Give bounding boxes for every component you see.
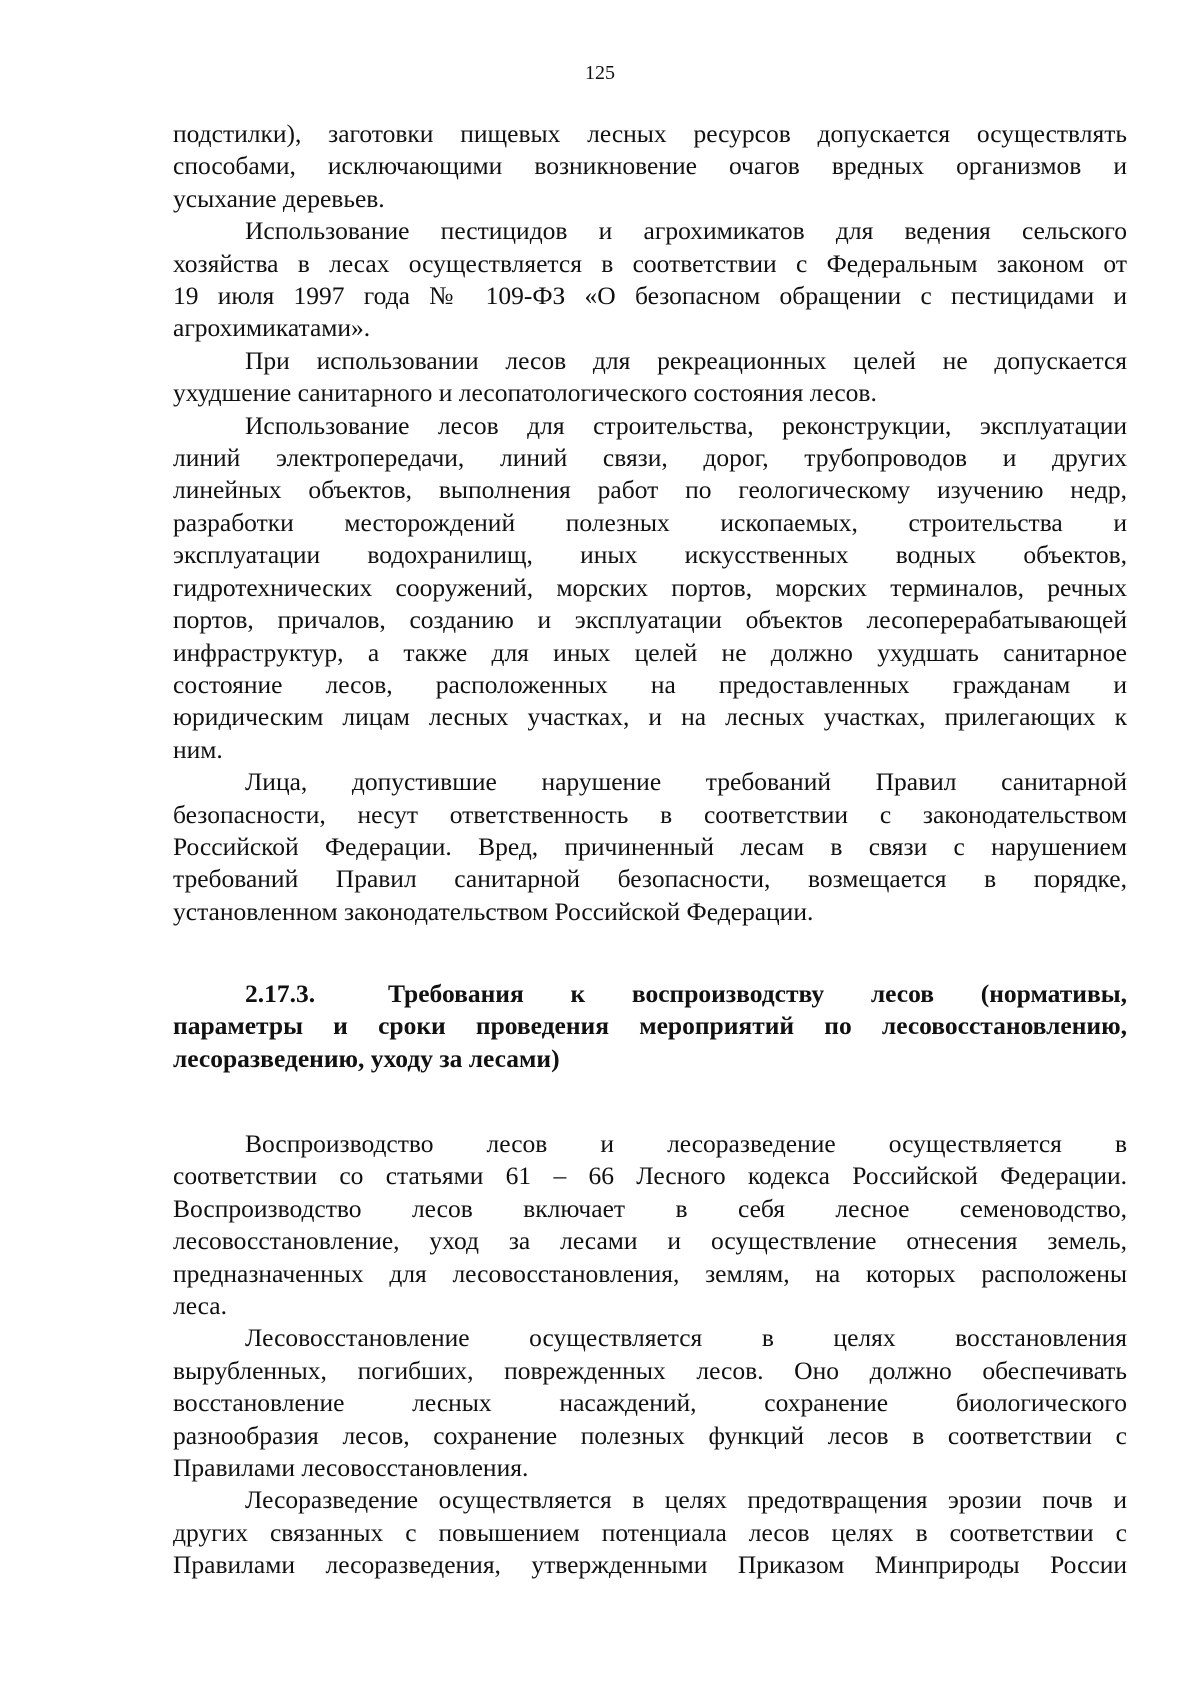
text-line: Лица, допустившие нарушение требований Правил санитарной bbox=[245, 767, 1127, 797]
text-block-bottom bbox=[173, 1128, 1127, 1582]
text-line: инфраструктур, а также для иных целей не должно ухудшать санитарное bbox=[173, 637, 1127, 667]
text-line: ухудшение санитарного и лесопатологического состояния лесов. bbox=[173, 378, 877, 408]
heading-line: лесоразведению, уходу за лесами) bbox=[173, 1043, 560, 1073]
heading-line: Требования к воспроизводству лесов (нормативы, bbox=[388, 979, 1127, 1008]
text-line: усыхание деревьев. bbox=[173, 183, 385, 213]
text-line: линий электропередачи, линий связи, дорог, трубопроводов и других bbox=[173, 443, 1127, 473]
text-line: безопасности, несут ответственность в соответствии с законодательством bbox=[173, 799, 1127, 829]
text-line: восстановление лесных насаждений, сохранение биологического bbox=[173, 1388, 1127, 1418]
paragraph-afforestation bbox=[173, 1484, 1127, 1581]
text-line: Лесовосстановление осуществляется в целях восстановления bbox=[245, 1323, 1127, 1353]
paragraph-pesticides bbox=[173, 215, 1127, 345]
text-line: разработки месторождений полезных ископаемых, строительства и bbox=[173, 507, 1127, 537]
text-line: требований Правил санитарной безопасности, возмещается в порядке, bbox=[173, 864, 1127, 894]
text-line: состояние лесов, расположенных на предоставленных гражданам и bbox=[173, 669, 1127, 699]
text-line: подстилки), заготовки пищевых лесных ресурсов допускается осуществлять bbox=[173, 119, 1127, 148]
text-line: способами, исключающими возникновение очагов вредных организмов и bbox=[173, 151, 1127, 181]
text-line: эксплуатации водохранилищ, иных искусственных водных объектов, bbox=[173, 540, 1127, 570]
paragraph-recreation bbox=[173, 345, 1127, 410]
text-line: Использование лесов для строительства, реконструкции, эксплуатации bbox=[245, 410, 1127, 440]
heading-line: параметры и сроки проведения мероприятий по лесовосстановлению, bbox=[173, 1011, 1127, 1041]
text-line: ним. bbox=[173, 734, 223, 764]
paragraph-liability bbox=[173, 766, 1127, 928]
text-line: вырубленных, погибших, поврежденных лесов. Оно должно обеспечивать bbox=[173, 1355, 1127, 1385]
paragraph-reforestation bbox=[173, 1322, 1127, 1484]
paragraph-construction bbox=[173, 410, 1127, 766]
text-line: лесовосстановление, уход за лесами и осуществление отнесения земель, bbox=[173, 1226, 1127, 1256]
text-line: Воспроизводство лесов и лесоразведение осуществляется в bbox=[245, 1129, 1127, 1158]
text-line: юридическим лицам лесных участках, и на лесных участках, прилегающих к bbox=[173, 702, 1127, 732]
paragraph-forest-resources bbox=[173, 118, 1127, 215]
text-line: Правилами лесовосстановления. bbox=[173, 1453, 529, 1483]
text-line: Использование пестицидов и агрохимикатов для ведения сельского bbox=[245, 216, 1127, 246]
text-line: При использовании лесов для рекреационных целей не допускается bbox=[245, 345, 1127, 375]
text-line: Российской Федерации. Вред, причиненный лесам в связи с нарушением bbox=[173, 831, 1127, 861]
text-line: Правилами лесоразведения, утвержденными Приказом Минприроды России bbox=[173, 1550, 1127, 1580]
text-line: установленном законодательством Российской Федерации. bbox=[173, 896, 814, 926]
text-line: леса. bbox=[173, 1291, 228, 1321]
section-heading bbox=[173, 978, 1127, 1075]
text-line: линейных объектов, выполнения работ по геологическому изучению недр, bbox=[173, 475, 1127, 505]
text-line: других связанных с повышением потенциала лесов целях в соответствии с bbox=[173, 1517, 1127, 1547]
text-line: Воспроизводство лесов включает в себя лесное семеноводство, bbox=[173, 1193, 1127, 1223]
paragraph-reproduction bbox=[173, 1128, 1127, 1322]
text-line: Лесоразведение осуществляется в целях предотвращения эрозии почв и bbox=[245, 1485, 1127, 1515]
text-line: 19 июля 1997 года № 109-ФЗ «О безопасном обращении с пестицидами и bbox=[173, 281, 1127, 311]
text-line: агрохимикатами». bbox=[173, 313, 371, 343]
text-line: соответствии со статьями 61 – 66 Лесного кодекса Российской Федерации. bbox=[173, 1161, 1127, 1191]
text-line: хозяйства в лесах осуществляется в соответствии с Федеральным законом от bbox=[173, 248, 1127, 278]
text-line: предназначенных для лесовосстановления, землям, на которых расположены bbox=[173, 1258, 1127, 1288]
text-line: гидротехнических сооружений, морских портов, морских терминалов, речных bbox=[173, 572, 1127, 602]
section-number: 2.17.3. bbox=[245, 979, 316, 1008]
text-line: портов, причалов, созданию и эксплуатации объектов лесоперерабатывающей bbox=[173, 605, 1127, 635]
text-block-top bbox=[173, 118, 1127, 928]
text-line: разнообразия лесов, сохранение полезных функций лесов в соответствии с bbox=[173, 1420, 1127, 1450]
page-number: 125 bbox=[585, 62, 615, 84]
